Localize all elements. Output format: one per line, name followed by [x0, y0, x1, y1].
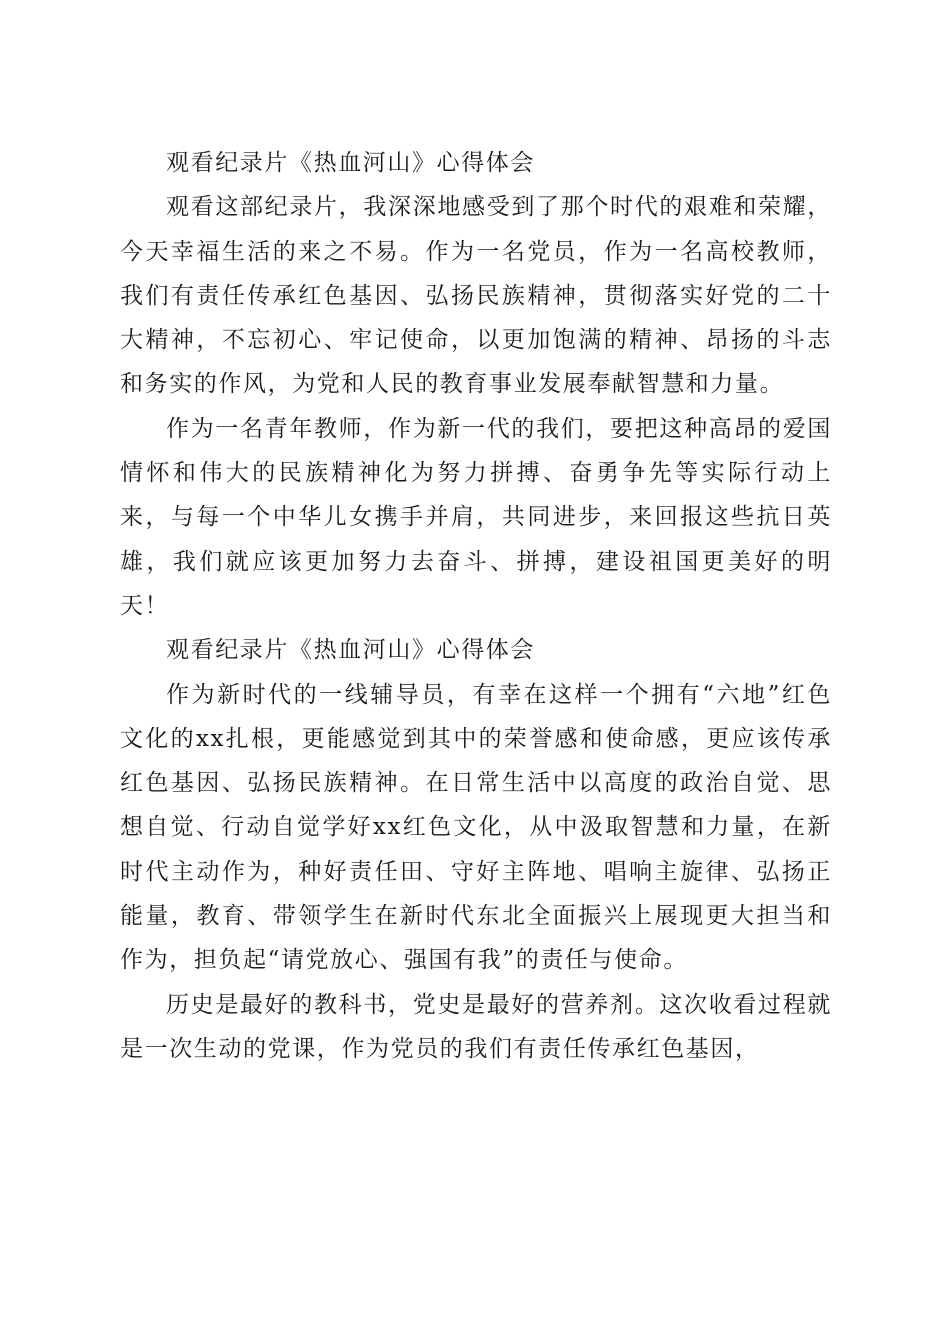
section-title: 观看纪录片《热血河山》心得体会	[166, 637, 535, 664]
section-title: 观看纪录片《热血河山》心得体会	[166, 150, 535, 176]
paragraph: 作为新时代的一线辅导员，有幸在这样一个拥有“六地”红色文化的xx扎根，更能感觉到其中的荣誉感和使命感，更应该传承红色基因、弘扬民族精神。在日常生活中以高度的政治自觉、思想自觉、行动自觉学好xx红色文化，从中汲取智慧和力量，在新时代主动作为，种好责任田、守好主阵地、唱响主旋律、弘扬正能量，教育、带领学生在新时代东北全面振兴上展现更大担当和作为，担负起“请党放心、强国有我”的责任与使命。	[120, 681, 832, 974]
document-body	[120, 141, 832, 1071]
paragraph: 历史是最好的教科书，党史是最好的营养剂。这次收看过程就是一次生动的党课，作为党员的我们有责任传承红色基因，	[120, 991, 832, 1062]
paragraph: 作为一名青年教师，作为新一代的我们，要把这种高昂的爱国情怀和伟大的民族精神化为努力拼搏、奋勇争先等实际行动上来，与每一个中华儿女携手并肩，共同进步，来回报这些抗日英雄，我们就应该更加努力去奋斗、拼搏，建设祖国更美好的明天！	[120, 415, 832, 619]
paragraph: 观看这部纪录片，我深深地感受到了那个时代的艰难和荣耀，今天幸福生活的来之不易。作为一名党员，作为一名高校教师，我们有责任传承红色基因、弘扬民族精神，贯彻落实好党的二十大精神，不忘初心、牢记使命，以更加饱满的精神、昂扬的斗志和务实的作风，为党和人民的教育事业发展奉献智慧和力量。	[120, 194, 832, 398]
